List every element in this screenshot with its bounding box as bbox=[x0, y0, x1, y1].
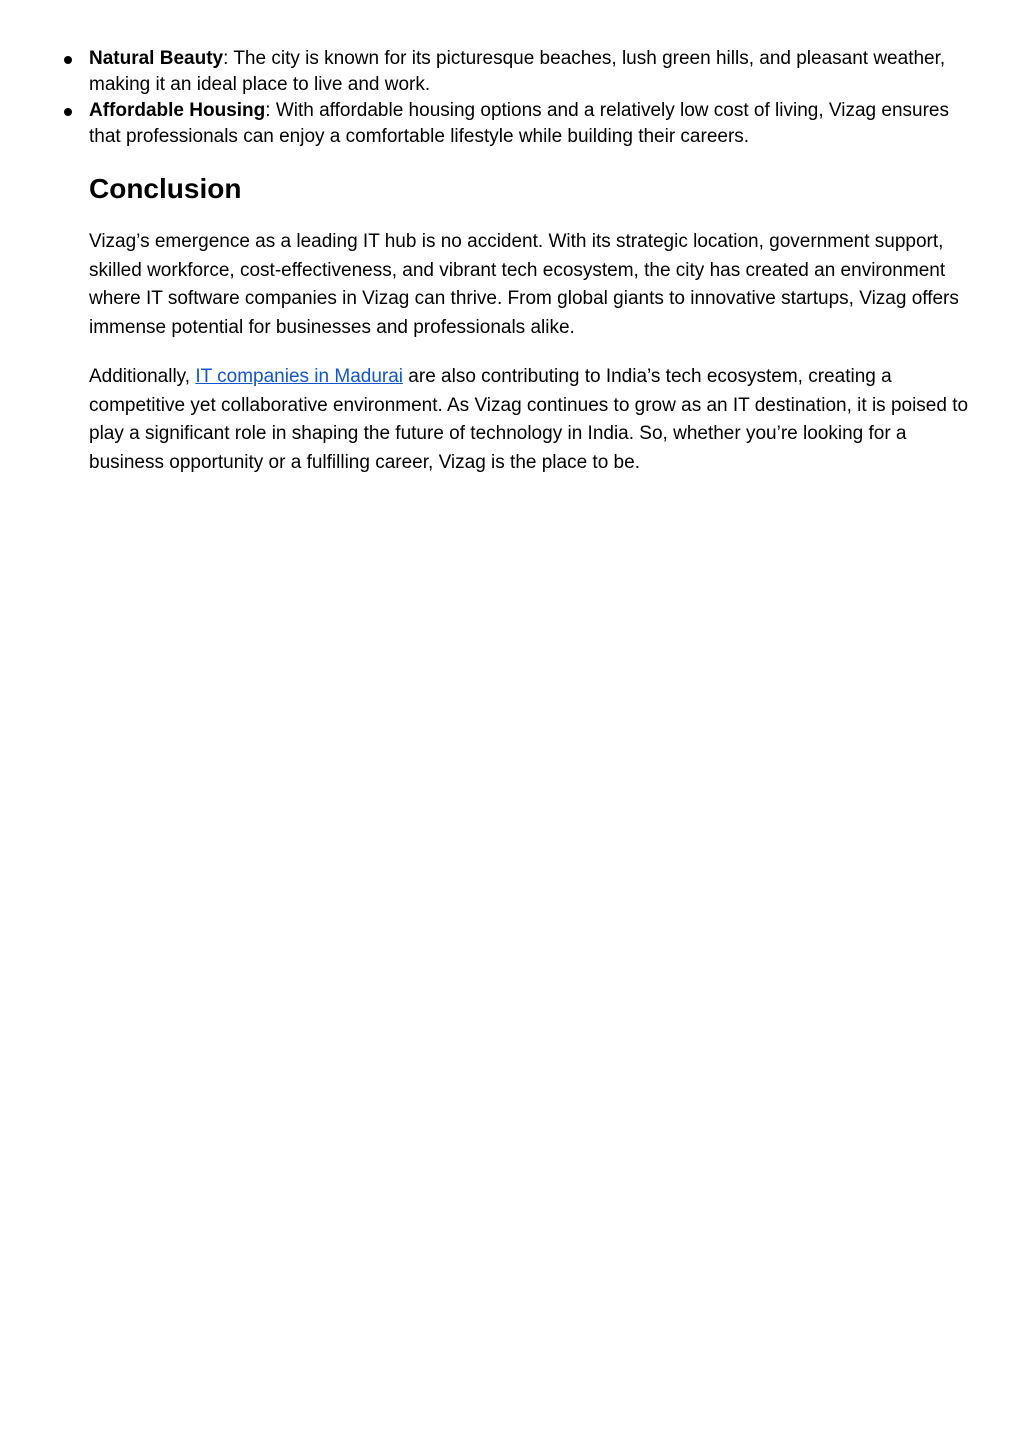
document-content bbox=[89, 46, 977, 498]
paragraph-text: Additionally, bbox=[89, 365, 196, 387]
list-item bbox=[89, 98, 977, 150]
bullet-term: Affordable Housing bbox=[89, 100, 266, 121]
section-heading-conclusion: Conclusion bbox=[89, 173, 242, 204]
list-item bbox=[89, 46, 977, 98]
bullet-term: Natural Beauty bbox=[89, 48, 224, 69]
link-it-companies-madurai[interactable]: IT companies in Madurai bbox=[195, 365, 404, 387]
bullet-icon bbox=[64, 56, 72, 64]
bullet-icon bbox=[64, 108, 72, 116]
bullet-text: : With affordable housing options and a relatively low cost of living, Vizag ensures that professionals can enjoy a comfortable lifestyle while building their careers. bbox=[89, 100, 949, 147]
paragraph-conclusion-1: Vizag’s emergence as a leading IT hub is no accident. With its strategic location, government support, skilled workforce, cost-effectiveness, and vibrant tech ecosystem, the city has created an environment where IT software companies in Vizag can thrive. From global giants to innovative startups, Vizag offers immense potential for businesses and professionals alike. bbox=[89, 231, 959, 339]
bullet-list bbox=[89, 46, 977, 150]
bullet-text: : The city is known for its picturesque beaches, lush green hills, and pleasant weather, making it an ideal place to live and work. bbox=[89, 48, 946, 95]
paragraph-text: are also contributing to India’s tech ecosystem, creating a competitive yet collaborative environment. As Vizag continues to grow as an IT destination, it is poised to play a significant role in shaping the future of technology in India. So, whether you’re looking for a business opportunity or a fulfilling career, Vizag is the place to be. bbox=[89, 365, 969, 473]
paragraph-conclusion-2 bbox=[89, 363, 977, 478]
